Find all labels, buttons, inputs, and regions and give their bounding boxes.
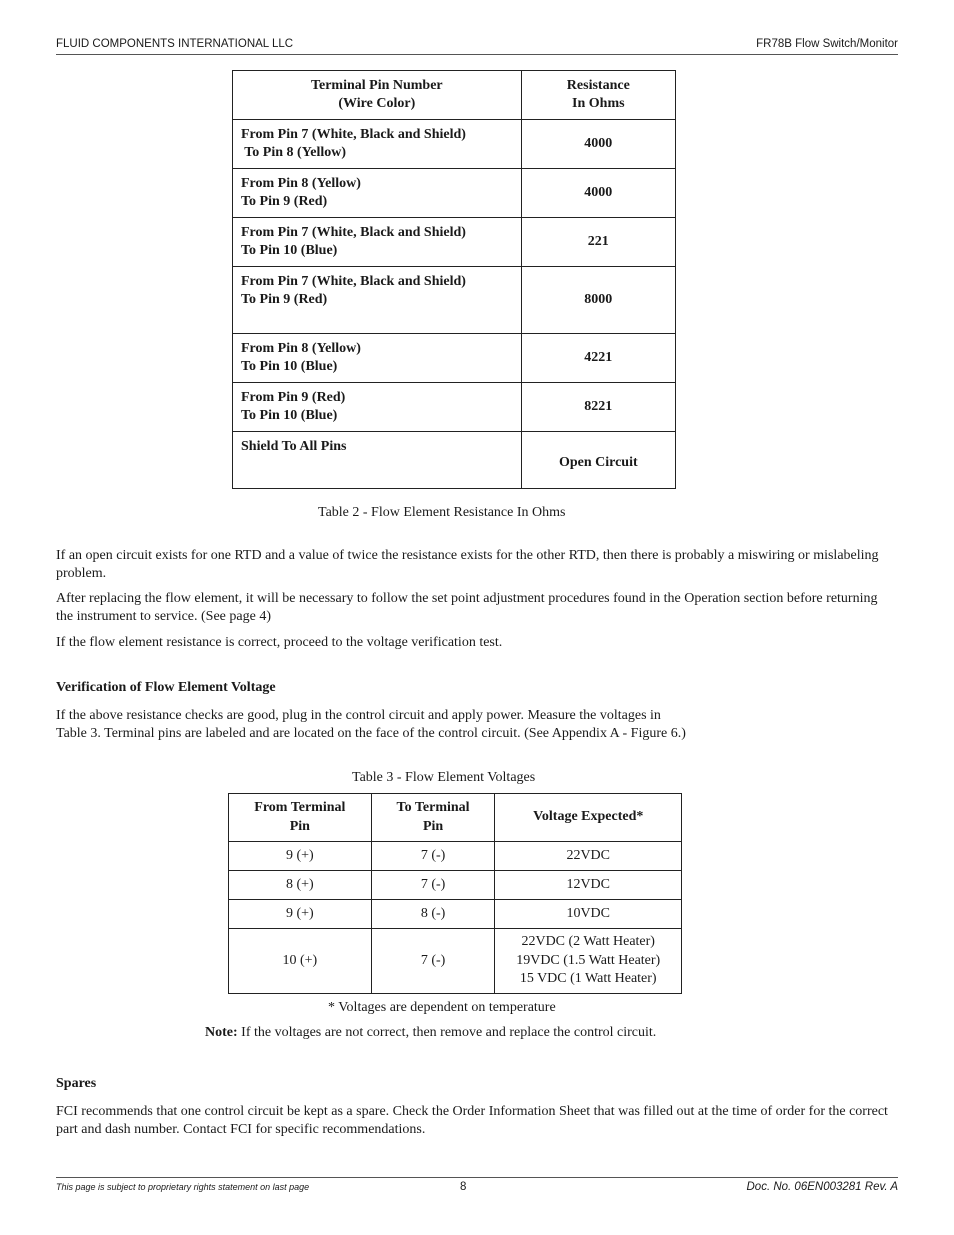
table-row — [229, 842, 682, 871]
voltage-value: 12VDC — [495, 871, 682, 900]
table-row — [233, 334, 676, 383]
table3-footnote: * Voltages are dependent on temperature — [328, 1000, 556, 1015]
company-name: FLUID COMPONENTS INTERNATIONAL LLC — [56, 38, 294, 50]
pin-pair: From Pin 7 (White, Black and Shield) To Pin 8 (Yellow) — [233, 120, 522, 169]
table3-caption: Table 3 - Flow Element Voltages — [352, 770, 536, 785]
page-number: 8 — [460, 1181, 467, 1193]
table-row — [229, 929, 682, 994]
section-heading-spares: Spares — [56, 1076, 97, 1091]
paragraph-miswiring: If an open circuit exists for one RTD and a value of twice the resistance exists for the other RTD, then there is probably a miswiring or mislabeling problem. — [56, 548, 879, 581]
table-row — [233, 169, 676, 218]
table-row — [233, 432, 676, 489]
table2-caption: Table 2 - Flow Element Resistance In Ohms — [318, 505, 566, 520]
table-row — [233, 120, 676, 169]
voltage-value: 22VDC — [495, 842, 682, 871]
resistance-value: 8000 — [521, 267, 675, 334]
from-pin: 8 (+) — [229, 871, 372, 900]
voltage-value: 22VDC (2 Watt Heater) 19VDC (1.5 Watt Heater) 15 VDC (1 Watt Heater) — [495, 929, 682, 994]
pin-pair: From Pin 8 (Yellow) To Pin 10 (Blue) — [233, 334, 522, 383]
table-row — [233, 218, 676, 267]
header-from-terminal: From Terminal Pin — [229, 794, 372, 842]
table-row — [233, 267, 676, 334]
to-pin: 7 (-) — [371, 871, 495, 900]
page-footer — [56, 1177, 898, 1193]
voltage-value: 10VDC — [495, 900, 682, 929]
doc-number: Doc. No. 06EN003281 Rev. A — [746, 1181, 898, 1193]
table-header-row — [229, 794, 682, 842]
from-pin: 10 (+) — [229, 929, 372, 994]
paragraph-spares: FCI recommends that one control circuit be kept as a spare. Check the Order Information Sheet that was filled out at the time of order for the correct part and dash number. Contact FCI for specific recommendations. — [56, 1104, 888, 1137]
header-voltage-expected: Voltage Expected* — [495, 794, 682, 842]
resistance-value: 8221 — [521, 383, 675, 432]
pin-pair: From Pin 7 (White, Black and Shield) To Pin 9 (Red) — [233, 267, 522, 334]
table-row — [229, 900, 682, 929]
to-pin: 8 (-) — [371, 900, 495, 929]
pin-pair: Shield To All Pins — [233, 432, 522, 489]
pin-pair: From Pin 9 (Red) To Pin 10 (Blue) — [233, 383, 522, 432]
note-label: Note: — [205, 1025, 238, 1040]
table-row — [233, 383, 676, 432]
from-pin: 9 (+) — [229, 842, 372, 871]
voltage-table — [228, 793, 682, 994]
pin-pair: From Pin 8 (Yellow) To Pin 9 (Red) — [233, 169, 522, 218]
resistance-value: Open Circuit — [521, 432, 675, 489]
note-text: If the voltages are not correct, then remove and replace the control circuit. — [237, 1025, 657, 1040]
header-terminal-pin: Terminal Pin Number (Wire Color) — [233, 71, 522, 120]
page-header — [56, 38, 898, 55]
proprietary-notice: This page is subject to proprietary rights statement on last page — [56, 1182, 310, 1192]
to-pin: 7 (-) — [371, 929, 495, 994]
paragraph-voltage: If the above resistance checks are good, plug in the control circuit and apply power. Measure the voltages in Table 3. Terminal pins are labeled and are located on the face of the control circuit. (See Appendix A - Figure 6.) — [56, 708, 686, 741]
pin-pair: From Pin 7 (White, Black and Shield) To Pin 10 (Blue) — [233, 218, 522, 267]
paragraph-proceed: If the flow element resistance is correct, proceed to the voltage verification test. — [56, 635, 503, 650]
document-title: FR78B Flow Switch/Monitor — [756, 38, 898, 50]
note — [205, 1025, 656, 1041]
resistance-value: 4221 — [521, 334, 675, 383]
header-resistance: Resistance In Ohms — [521, 71, 675, 120]
section-heading-voltage: Verification of Flow Element Voltage — [56, 680, 276, 695]
table-row — [229, 871, 682, 900]
resistance-value: 4000 — [521, 120, 675, 169]
table-header-row — [233, 71, 676, 120]
header-to-terminal: To Terminal Pin — [371, 794, 495, 842]
paragraph-setpoint: After replacing the flow element, it will be necessary to follow the set point adjustment procedures found in the Operation section before returning the instrument to service. (See page 4) — [56, 591, 878, 624]
from-pin: 9 (+) — [229, 900, 372, 929]
resistance-value: 4000 — [521, 169, 675, 218]
to-pin: 7 (-) — [371, 842, 495, 871]
resistance-table — [232, 70, 676, 489]
resistance-value: 221 — [521, 218, 675, 267]
